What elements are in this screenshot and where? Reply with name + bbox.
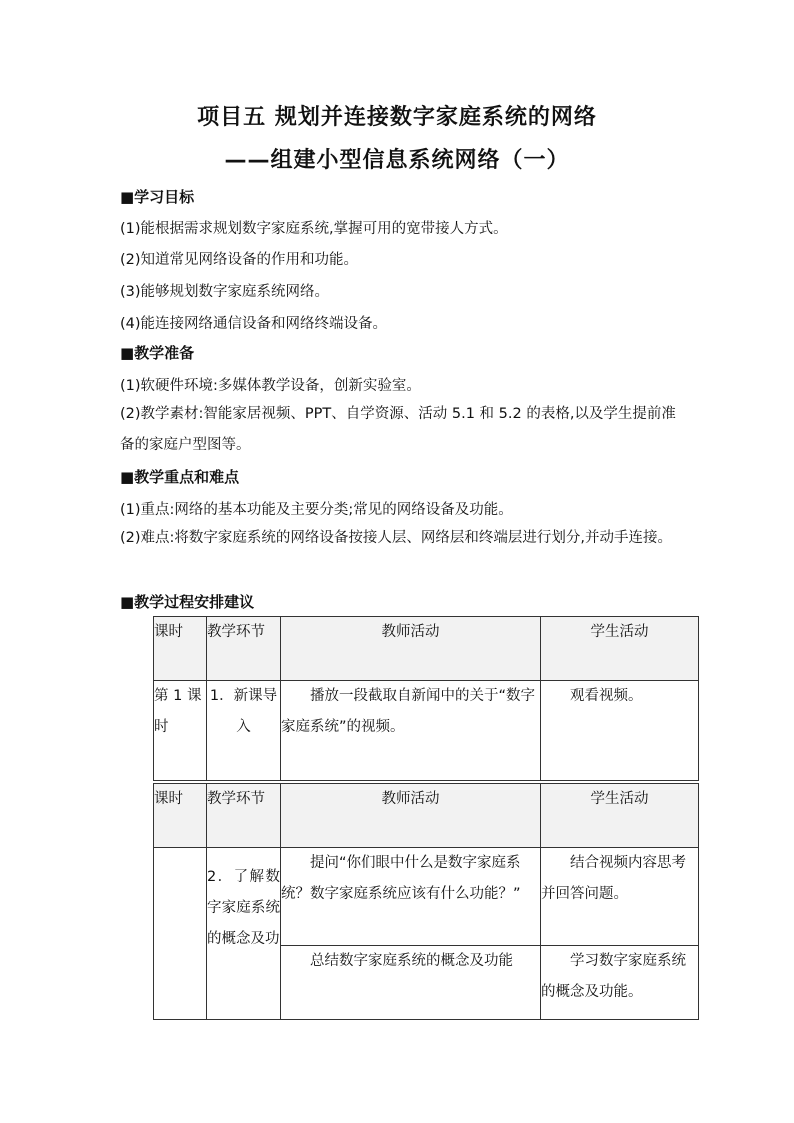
teacher-activity-cell: 总结数字家庭系统的概念及功能 [281, 946, 541, 1020]
section-heading-objectives: ■学习目标 [120, 188, 195, 206]
table-header-row [154, 617, 699, 681]
session-cell: 第 1 课时 [154, 681, 207, 781]
header-student: 学生活动 [541, 784, 699, 848]
stage-cell: 2．了解数字家庭系统的概念及功 [207, 848, 281, 1020]
section-heading-preparation: ■教学准备 [120, 344, 195, 362]
stage-cell: 1．新课导入 [207, 681, 281, 781]
preparation-item-1: (1)软硬件环境:多媒体教学设备，创新实验室。 [120, 378, 421, 394]
preparation-item-2: (2)教学素材:智能家居视频、PPT、自学资源、活动 5.1 和 5.2 的表格,以及学生提前准备的家庭户型图等。 [120, 406, 676, 453]
teacher-activity-cell: 播放一段截取自新闻中的关于“数字家庭系统”的视频。 [281, 681, 541, 781]
header-session: 课时 [154, 617, 207, 681]
objective-item-4: (4)能连接网络通信设备和网络终端设备。 [120, 316, 388, 332]
table-row [154, 848, 699, 946]
student-activity-cell: 观看视频。 [541, 681, 699, 781]
header-stage: 教学环节 [207, 784, 281, 848]
teacher-activity-cell: 提问“你们眼中什么是数字家庭系统？数字家庭系统应该有什么功能？” [281, 848, 541, 946]
header-stage: 教学环节 [207, 617, 281, 681]
objective-item-1: (1)能根据需求规划数字家庭系统,掌握可用的宽带接人方式。 [120, 221, 508, 237]
objective-item-3: (3)能够规划数字家庭系统网络。 [120, 284, 330, 300]
header-teacher: 教师活动 [281, 784, 541, 848]
section-heading-process: ■教学过程安排建议 [120, 593, 255, 611]
section-heading-key-points: ■教学重点和难点 [120, 468, 240, 486]
header-teacher: 教师活动 [281, 617, 541, 681]
table-row [154, 681, 699, 781]
key-point-item-1: (1)重点:网络的基本功能及主要分类;常见的网络设备及功能。 [120, 502, 513, 518]
lesson-plan-table-1 [153, 616, 699, 781]
session-cell [154, 848, 207, 1020]
key-point-item-2: (2)难点:将数字家庭系统的网络设备按接人层、网络层和终端层进行划分,并动手连接。 [120, 530, 673, 546]
objective-item-2: (2)知道常见网络设备的作用和功能。 [120, 252, 359, 268]
document-subtitle: ——组建小型信息系统网络（一） [224, 148, 570, 173]
student-activity-cell: 学习数字家庭系统的概念及功能。 [541, 946, 699, 1020]
student-activity-cell: 结合视频内容思考并回答问题。 [541, 848, 699, 946]
header-session: 课时 [154, 784, 207, 848]
document-title: 项目五 规划并连接数字家庭系统的网络 [197, 105, 597, 130]
header-student: 学生活动 [541, 617, 699, 681]
lesson-plan-table-2 [153, 783, 699, 1020]
table-header-row [154, 784, 699, 848]
